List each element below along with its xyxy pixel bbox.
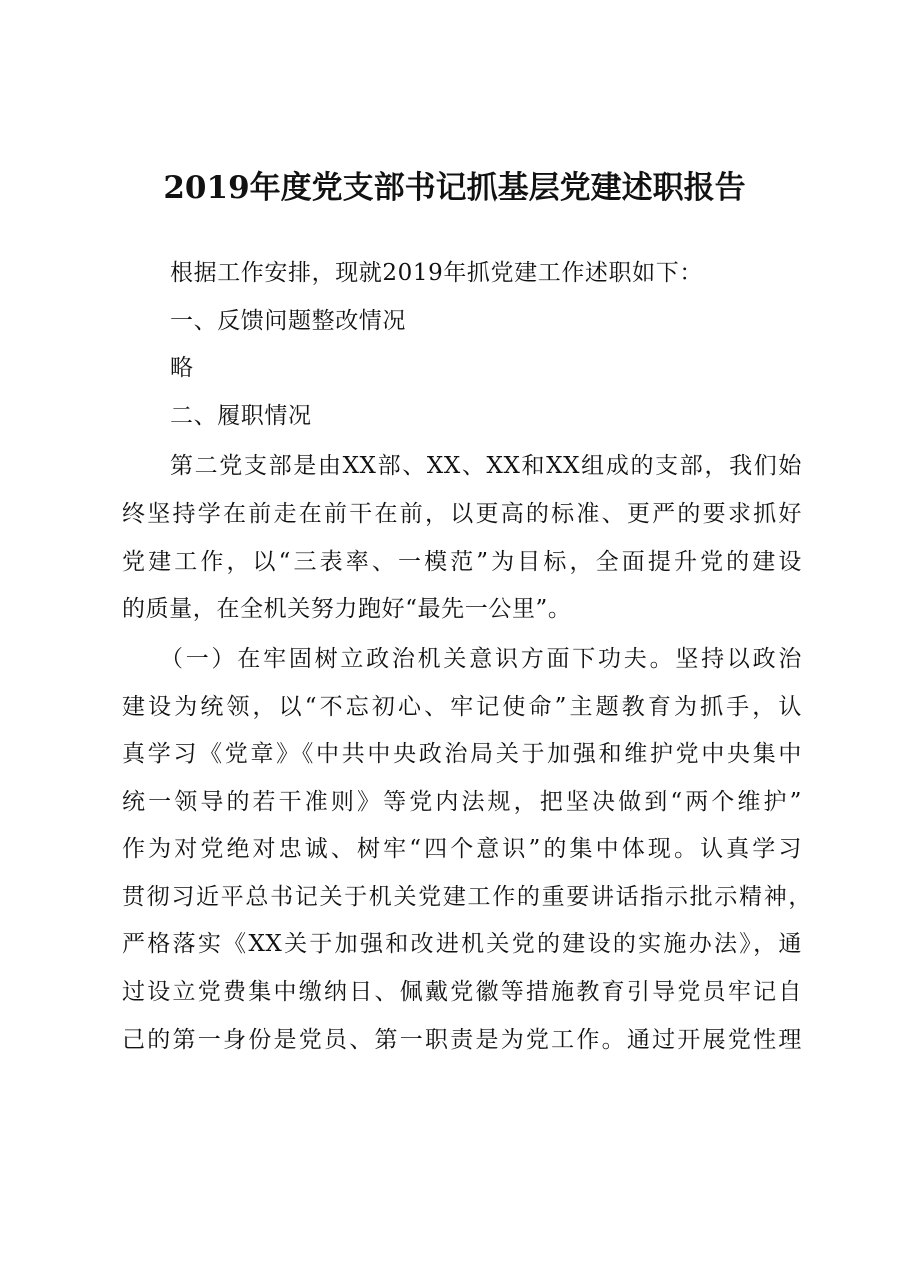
- document-title: 2019年度党支部书记抓基层党建述职报告: [163, 170, 746, 206]
- paragraph-line: 略: [170, 355, 194, 381]
- section-heading: 一、反馈问题整改情况: [170, 308, 406, 334]
- paragraph-line: 过设立党费集中缴纳日、佩戴党徽等措施教育引导党员牢记自: [122, 979, 802, 1005]
- paragraph-line: 己的第一身份是党员、第一职责是为党工作。通过开展党性理: [122, 1027, 802, 1053]
- paragraph-line: （一）在牢固树立政治机关意识方面下功夫。坚持以政治: [160, 646, 802, 672]
- paragraph-line: 第二党支部是由XX部、XX、XX和XX组成的支部，我们始: [170, 453, 802, 479]
- paragraph-line: 终坚持学在前走在前干在前，以更高的标准、更严的要求抓好: [122, 501, 802, 527]
- paragraph-line: 根据工作安排，现就2019年抓党建工作述职如下：: [170, 260, 703, 286]
- section-heading: 二、履职情况: [170, 403, 312, 429]
- paragraph-line: 严格落实《XX关于加强和改进机关党的建设的实施办法》，通: [122, 931, 802, 957]
- paragraph-line: 作为对党绝对忠诚、树牢“四个意识”的集中体现。认真学习: [122, 836, 802, 862]
- paragraph-line: 统一领导的若干准则》等党内法规，把坚决做到“两个维护”: [122, 789, 802, 815]
- paragraph-line: 真学习《党章》《中共中央政治局关于加强和维护党中央集中: [122, 741, 802, 767]
- paragraph-line: 贯彻习近平总书记关于机关党建工作的重要讲话指示批示精神，: [122, 884, 812, 910]
- paragraph-line: 党建工作，以“三表率、一模范”为目标，全面提升党的建设: [122, 549, 802, 575]
- paragraph-line: 的质量，在全机关努力跑好“最先一公里”。: [122, 596, 572, 622]
- paragraph-line: 建设为统领，以“不忘初心、牢记使命”主题教育为抓手，认: [122, 694, 802, 720]
